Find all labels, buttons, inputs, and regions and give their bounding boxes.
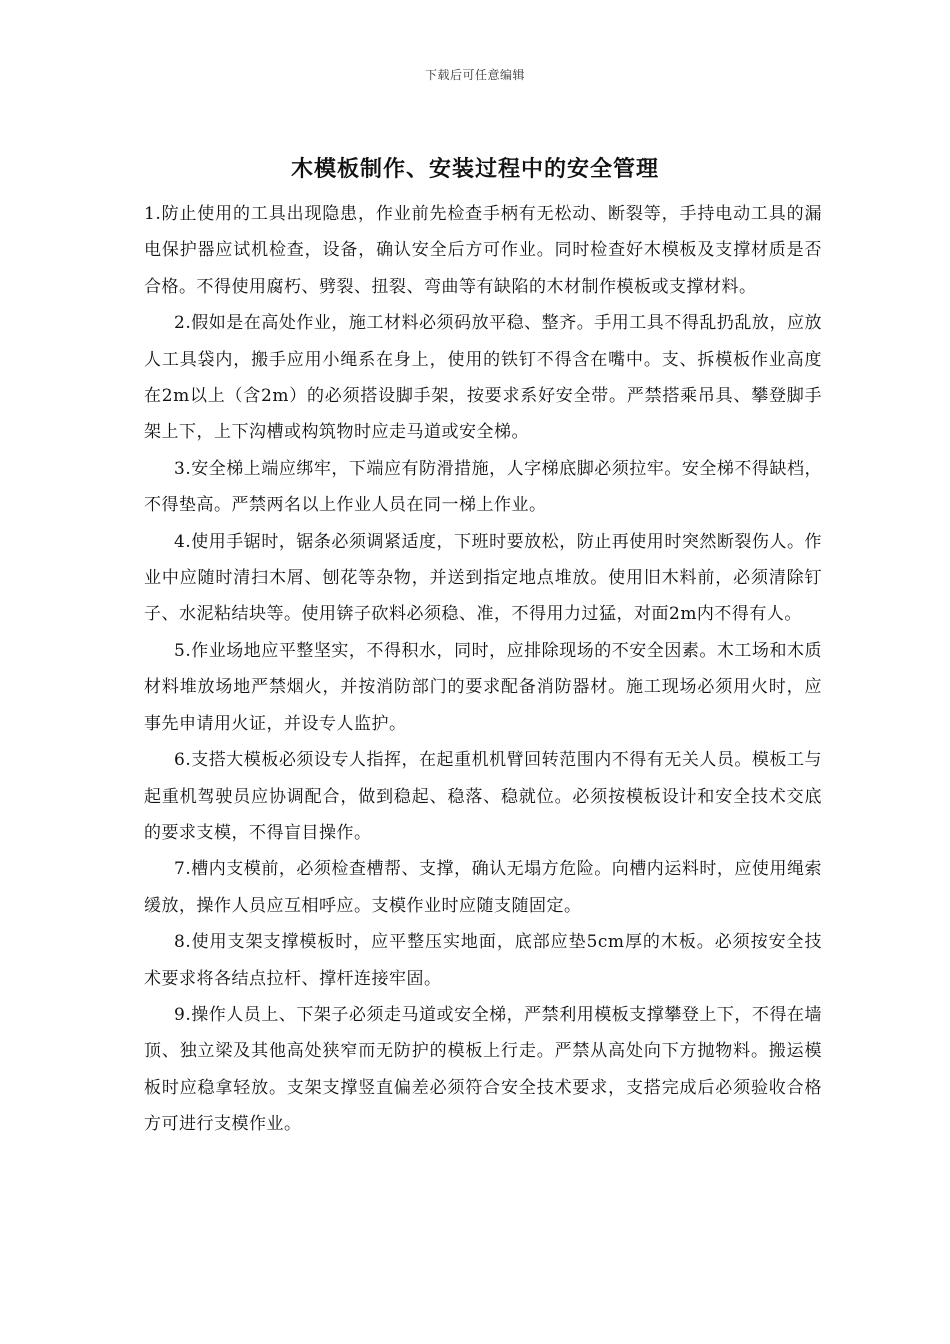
document-body bbox=[144, 196, 822, 1143]
paragraph-6: 6.支搭大模板必须设专人指挥，在起重机机臂回转范围内不得有无关人员。模板工与起重机驾驶员应协调配合，做到稳起、稳落、稳就位。必须按模板设计和安全技术交底的要求支模，不得盲目操作。 bbox=[144, 750, 822, 843]
document-title: 木模板制作、安装过程中的安全管理 bbox=[290, 157, 659, 182]
paragraph-1: 1.防止使用的工具出现隐患，作业前先检查手柄有无松动、断裂等，手持电动工具的漏电保护器应试机检查，设备，确认安全后方可作业。同时检查好木模板及支撑材质是否合格。不得使用腐朽、劈裂、扭裂、弯曲等有缺陷的木材制作模板或支撑材料。 bbox=[144, 204, 822, 297]
paragraph-4: 4.使用手锯时，锯条必须调紧适度，下班时要放松，防止再使用时突然断裂伤人。作业中应随时清扫木屑、刨花等杂物，并送到指定地点堆放。使用旧木料前，必须清除钉子、水泥粘结块等。使用锛子砍料必须稳、准，不得用力过猛，对面2m内不得有人。 bbox=[144, 531, 822, 625]
paragraph-9: 9.操作人员上、下架子必须走马道或安全梯，严禁利用模板支撑攀登上下，不得在墙顶、独立梁及其他高处狭窄而无防护的模板上行走。严禁从高处向下方抛物料。搬运模板时应稳拿轻放。支架支撑竖直偏差必须符合安全技术要求，支搭完成后必须验收合格方可进行支模作业。 bbox=[144, 1004, 822, 1135]
paragraph-2: 2.假如是在高处作业，施工材料必须码放平稳、整齐。手用工具不得乱扔乱放，应放人工具袋内，搬手应用小绳系在身上，使用的铁钉不得含在嘴中。支、拆模板作业高度在2m以上（含2m）的必须搭设脚手架，按要求系好安全带。严禁搭乘吊具、攀登脚手架上下，上下沟槽或构筑物时应走马道或安全梯。 bbox=[144, 313, 822, 443]
header-note: 下载后可任意编辑 bbox=[424, 68, 525, 82]
paragraph-5: 5.作业场地应平整坚实，不得积水，同时，应排除现场的不安全因素。木工场和木质材料堆放场地严禁烟火，并按消防部门的要求配备消防器材。施工现场必须用火时，应事先申请用火证，并设专人监护。 bbox=[144, 640, 822, 734]
paragraph-7: 7.槽内支模前，必须检查槽帮、支撑，确认无塌方危险。向槽内运料时，应使用绳索缓放，操作人员应互相呼应。支模作业时应随支随固定。 bbox=[144, 859, 822, 916]
paragraph-3: 3.安全梯上端应绑牢，下端应有防滑措施，人字梯底脚必须拉牢。安全梯不得缺档，不得垫高。严禁两名以上作业人员在同一梯上作业。 bbox=[144, 458, 822, 516]
paragraph-8: 8.使用支架支撑模板时，应平整压实地面，底部应垫5cm厚的木板。必须按安全技术要求将各结点拉杆、撑杆连接牢固。 bbox=[144, 932, 822, 989]
